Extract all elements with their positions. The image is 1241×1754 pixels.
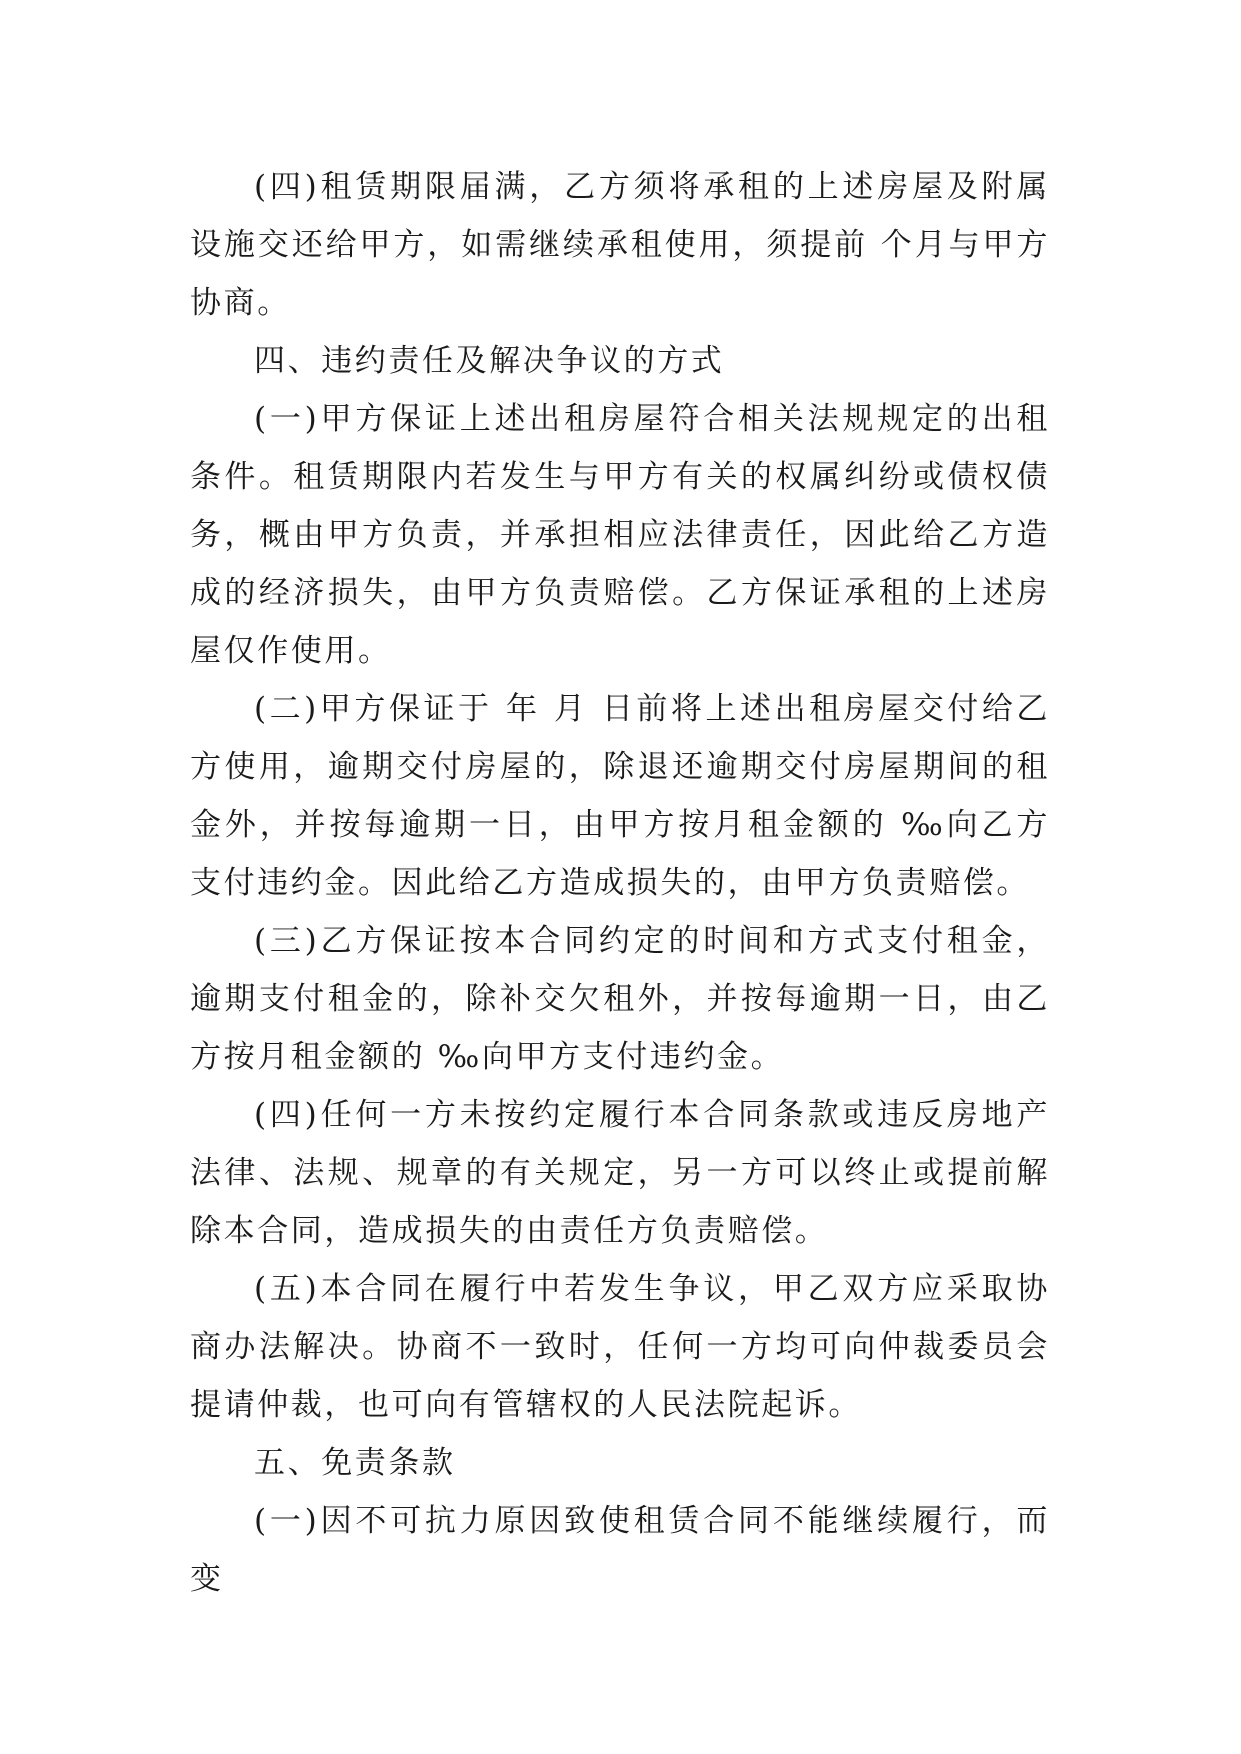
document-page bbox=[190, 158, 1050, 1608]
clause-exemption-1: (一)因不可抗力原因致使租赁合同不能继续履行，而变 bbox=[190, 1503, 1050, 1597]
section-heading-exemption: 五、免责条款 bbox=[254, 1445, 456, 1481]
clause-breach-3: (三)乙方保证按本合同约定的时间和方式支付租金，逾期支付租金的，除补交欠租外，并按每逾期一日，由乙方按月租金额的 ‰向甲方支付违约金。 bbox=[190, 923, 1050, 1075]
clause-breach-4: (四)任何一方未按约定履行本合同条款或违反房地产法律、法规、规章的有关规定，另一方可以终止或提前解除本合同，造成损失的由责任方负责赔偿。 bbox=[190, 1097, 1050, 1249]
clause-breach-5: (五)本合同在履行中若发生争议，甲乙双方应采取协商办法解决。协商不一致时，任何一方均可向仲裁委员会提请仲裁，也可向有管辖权的人民法院起诉。 bbox=[190, 1271, 1050, 1423]
clause-breach-1: (一)甲方保证上述出租房屋符合相关法规规定的出租条件。租赁期限内若发生与甲方有关的权属纠纷或债权债务，概由甲方负责，并承担相应法律责任，因此给乙方造成的经济损失，由甲方负责赔偿。乙方保证承租的上述房屋仅作使用。 bbox=[190, 401, 1050, 669]
clause-breach-2: (二)甲方保证于 年 月 日前将上述出租房屋交付给乙方使用，逾期交付房屋的，除退还逾期交付房屋期间的租金外，并按每逾期一日，由甲方按月租金额的 ‰向乙方支付违约金。因此给乙方造成损失的，由甲方负责赔偿。 bbox=[190, 691, 1050, 901]
clause-4-4-lease-expiry: (四)租赁期限届满，乙方须将承租的上述房屋及附属设施交还给甲方，如需继续承租使用，须提前 个月与甲方协商。 bbox=[190, 169, 1050, 321]
section-heading-breach-liability: 四、违约责任及解决争议的方式 bbox=[254, 343, 725, 379]
